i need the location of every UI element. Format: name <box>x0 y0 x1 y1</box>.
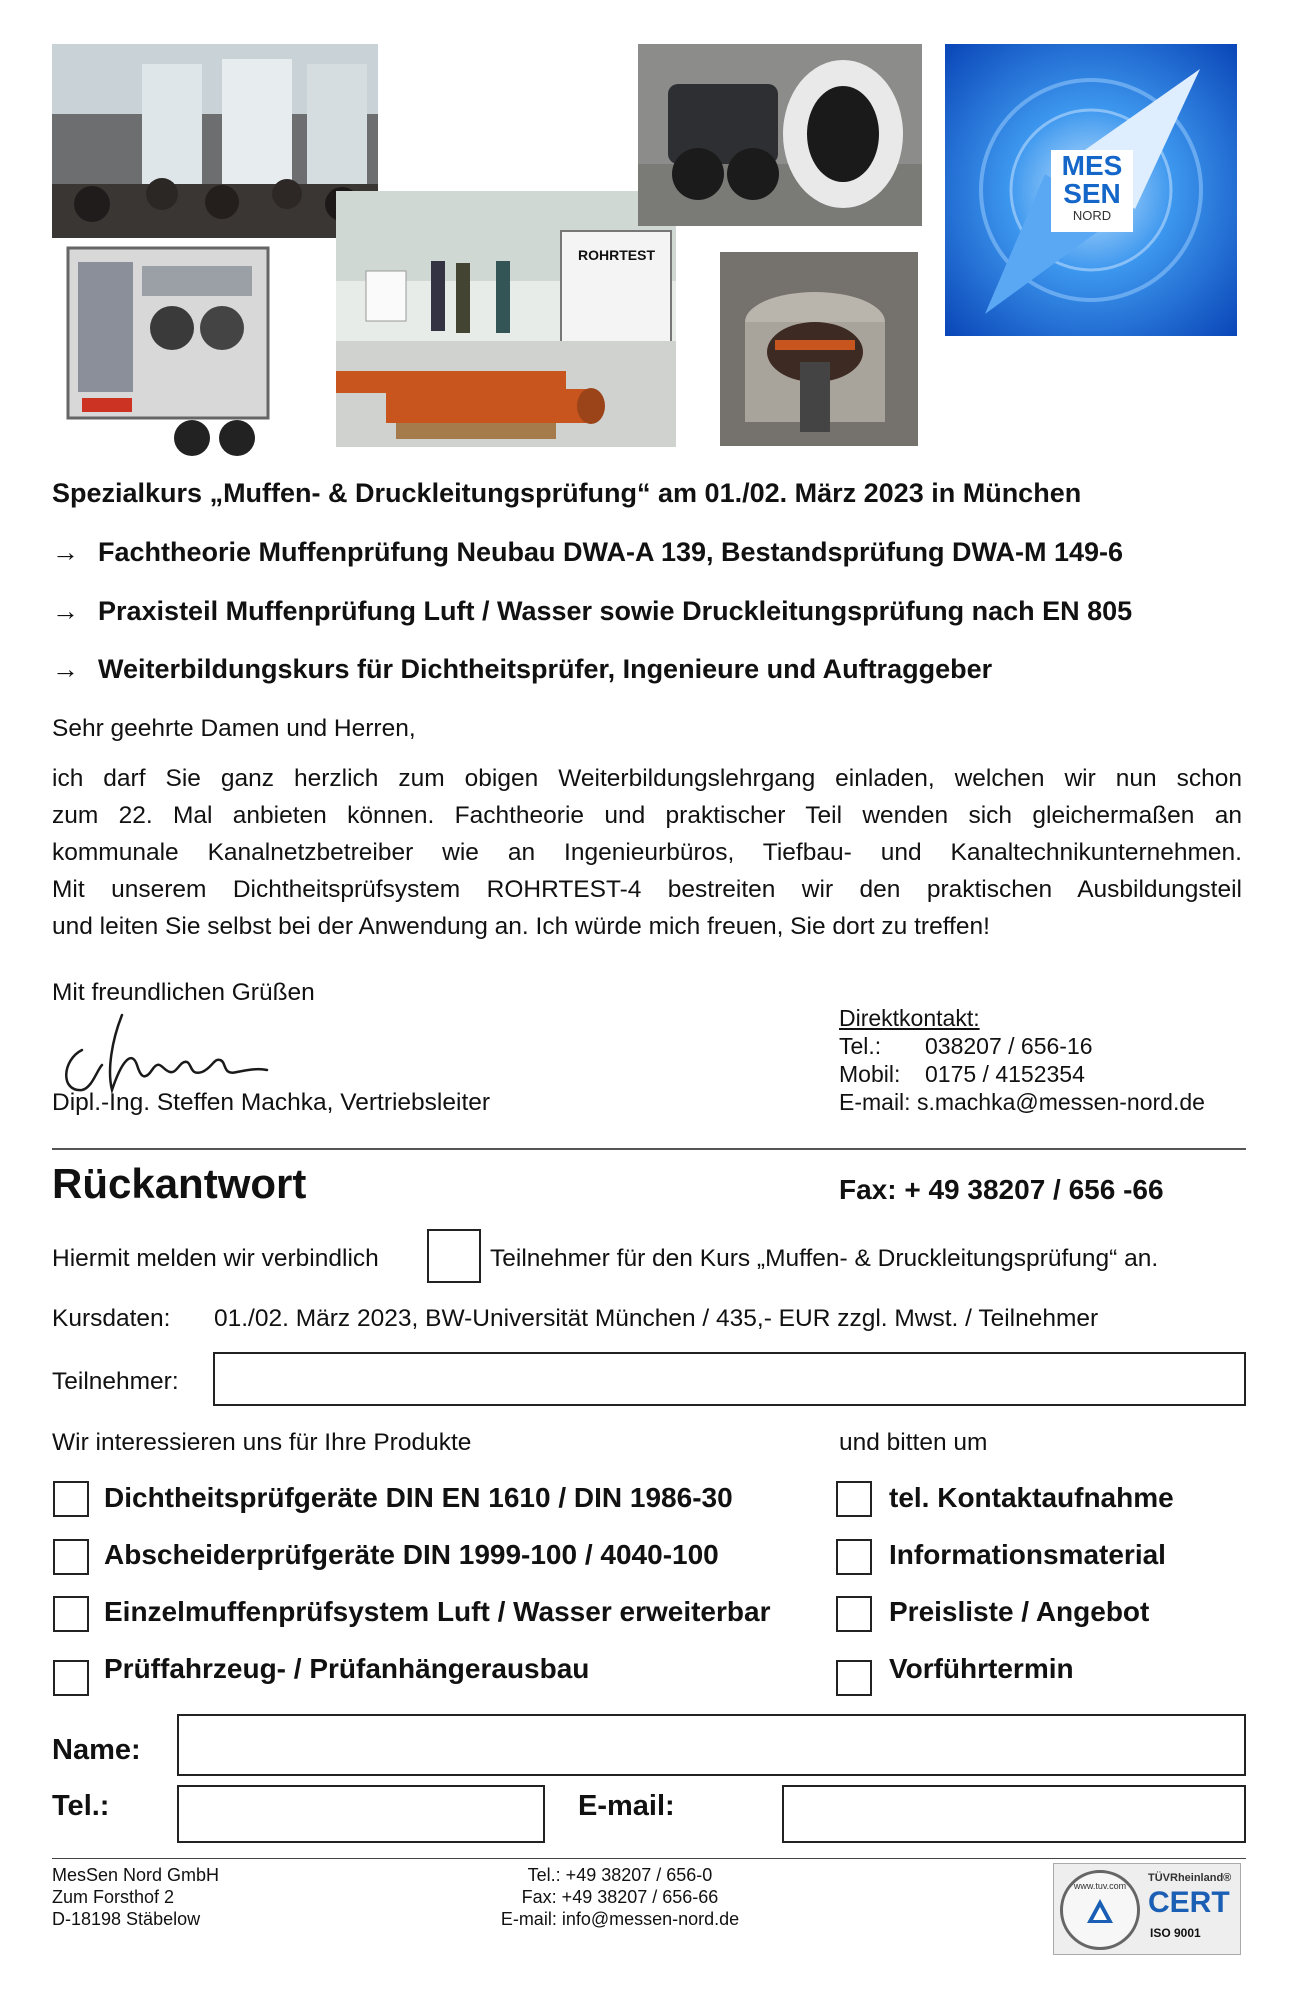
email-field-label: E-mail: <box>578 1790 675 1822</box>
footer-address <box>52 1864 219 1930</box>
salutation: Sehr geehrte Damen und Herren, <box>52 715 416 742</box>
rohrtest-sign: ROHRTEST <box>578 247 655 263</box>
paragraph-line: zum 22. Mal anbieten können. Fachtheorie und praktischer Teil wenden sich gleichermaßen an <box>52 802 1242 829</box>
seal-text: www.tuv.com <box>1073 1881 1127 1891</box>
register-text-before: Hiermit melden wir verbindlich <box>52 1245 379 1272</box>
product-single-sleeve-label: Einzelmuffenprüfsystem Luft / Wasser erweiterbar <box>104 1596 771 1627</box>
bullet-text: Fachtheorie Muffenprüfung Neubau DWA-A 139, Bestandsprüfung DWA-M 149-6 <box>98 537 1124 567</box>
course-title: Spezialkurs „Muffen- & Druckleitungsprüfung“ am 01./02. März 2023 in München <box>52 478 1082 508</box>
checkbox-product-leak-test[interactable] <box>53 1481 89 1517</box>
request-pricelist-label: Preisliste / Angebot <box>889 1596 1150 1627</box>
checkbox-request-pricelist[interactable] <box>836 1596 872 1632</box>
checkbox-product-separator[interactable] <box>53 1539 89 1575</box>
interest-heading: Wir interessieren uns für Ihre Produkte <box>52 1429 472 1456</box>
participant-field[interactable] <box>213 1352 1246 1406</box>
bullet-audience <box>52 654 992 685</box>
product-vehicle-label: Prüffahrzeug- / Prüfanhängerausbau <box>104 1653 590 1684</box>
request-phone-label: tel. Kontaktaufnahme <box>889 1482 1174 1513</box>
request-demo-label: Vorführtermin <box>889 1653 1074 1684</box>
logo-text-nord: NORD <box>1072 208 1112 223</box>
closing: Mit freundlichen Grüßen <box>52 979 315 1006</box>
footer-email[interactable]: E-mail: info@messen-nord.de <box>500 1909 740 1929</box>
bullet-text: Weiterbildungskurs für Dichtheitsprüfer, Ingenieure und Auftraggeber <box>98 654 993 684</box>
footer-fax: Fax: +49 38207 / 656-66 <box>521 1887 719 1907</box>
register-text-after: Teilnehmer für den Kurs „Muffen- & Druckleitungsprüfung“ an. <box>490 1245 1159 1272</box>
direct-email[interactable]: s.machka@messen-nord.de <box>916 1089 1205 1115</box>
arrow-icon: → <box>52 596 79 626</box>
footer-contact <box>420 1864 820 1930</box>
checkbox-request-info[interactable] <box>836 1539 872 1575</box>
pipe-plug-photo <box>638 44 922 226</box>
cert-iso: ISO 9001 <box>1150 1926 1201 1940</box>
checkbox-product-vehicle[interactable] <box>53 1660 89 1696</box>
bullet-practice <box>52 596 1132 627</box>
arrow-icon: → <box>52 654 79 684</box>
course-value: 01./02. März 2023, BW-Universität München / 435,- EUR zzgl. Mwst. / Teilnehmer <box>214 1305 1099 1332</box>
course-label: Kursdaten: <box>52 1305 171 1332</box>
tel-label: Tel.: <box>839 1033 882 1059</box>
name-field[interactable] <box>177 1714 1246 1776</box>
logo-text-sen: SEN <box>1063 178 1121 209</box>
reply-fax: Fax: + 49 38207 / 656 -66 <box>839 1174 1164 1205</box>
classroom-photo <box>52 44 378 238</box>
direct-mobile: 0175 / 4152354 <box>925 1061 1085 1087</box>
direct-contact-heading: Direktkontakt: <box>839 1005 980 1031</box>
name-label: Name: <box>52 1734 141 1766</box>
signature-image <box>52 1010 282 1098</box>
request-heading: und bitten um <box>839 1429 988 1456</box>
tel-field[interactable] <box>177 1785 545 1843</box>
cert-brand: TÜVRheinland® <box>1148 1872 1232 1884</box>
product-leak-test-label: Dichtheitsprüfgeräte DIN EN 1610 / DIN 1986-30 <box>104 1482 733 1513</box>
direct-tel: 038207 / 656-16 <box>925 1033 1093 1059</box>
bullet-theory <box>52 537 1123 568</box>
direct-contact <box>839 1004 1205 1116</box>
mobile-label: Mobil: <box>839 1061 901 1087</box>
paragraph-line: ich darf Sie ganz herzlich zum obigen Weiterbildungslehrgang einladen, welchen wir nun schon <box>52 765 1242 792</box>
participant-count-field[interactable] <box>427 1229 481 1283</box>
checkbox-request-demo[interactable] <box>836 1660 872 1696</box>
footer-city: D-18198 Stäbelow <box>52 1909 201 1929</box>
messen-nord-logo <box>945 44 1237 336</box>
checkbox-request-phone[interactable] <box>836 1481 872 1517</box>
bullet-text: Praxisteil Muffenprüfung Luft / Wasser sowie Druckleitungsprüfung nach EN 805 <box>98 596 1133 626</box>
tel-field-label: Tel.: <box>52 1790 110 1822</box>
email-field[interactable] <box>782 1785 1246 1843</box>
footer-company: MesSen Nord GmbH <box>52 1865 220 1885</box>
paragraph-line: Mit unserem Dichtheitsprüfsystem ROHRTEST-4 bestreiten wir den praktischen Ausbildungsteil <box>52 876 1242 903</box>
product-separator-label: Abscheiderprüfgeräte DIN 1999-100 / 4040-100 <box>104 1539 719 1570</box>
signer-name: Dipl.-Ing. Steffen Machka, Vertriebsleiter <box>52 1089 491 1116</box>
cert-word: CERT <box>1148 1886 1230 1919</box>
test-trailer-photo <box>52 238 288 460</box>
paragraph-line: kommunale Kanalnetzbetreiber wie an Ingenieurbüros, Tiefbau- und Kanaltechnikunternehmen. <box>52 839 1242 866</box>
footer-divider <box>52 1858 1246 1859</box>
footer-street: Zum Forsthof 2 <box>52 1887 175 1907</box>
divider <box>52 1148 1246 1150</box>
paragraph-line: und leiten Sie selbst bei der Anwendung an. Ich würde mich freuen, Sie dort zu treffen! <box>52 913 990 940</box>
email-label: E-mail: <box>839 1089 911 1115</box>
pipe-sleeve-photo <box>720 252 918 446</box>
arrow-icon: → <box>52 537 79 567</box>
footer-tel: Tel.: +49 38207 / 656-0 <box>527 1865 713 1885</box>
checkbox-product-single-sleeve[interactable] <box>53 1596 89 1632</box>
letter-paragraph <box>52 760 1242 945</box>
logo-text-mes: MES <box>1061 150 1123 181</box>
tuv-cert-badge <box>1053 1863 1241 1955</box>
reply-heading: Rückantwort <box>52 1160 307 1207</box>
tuv-seal-icon <box>1060 1870 1140 1950</box>
request-info-label: Informationsmaterial <box>889 1539 1166 1570</box>
training-hall-photo <box>336 191 676 447</box>
participant-label: Teilnehmer: <box>52 1368 179 1395</box>
